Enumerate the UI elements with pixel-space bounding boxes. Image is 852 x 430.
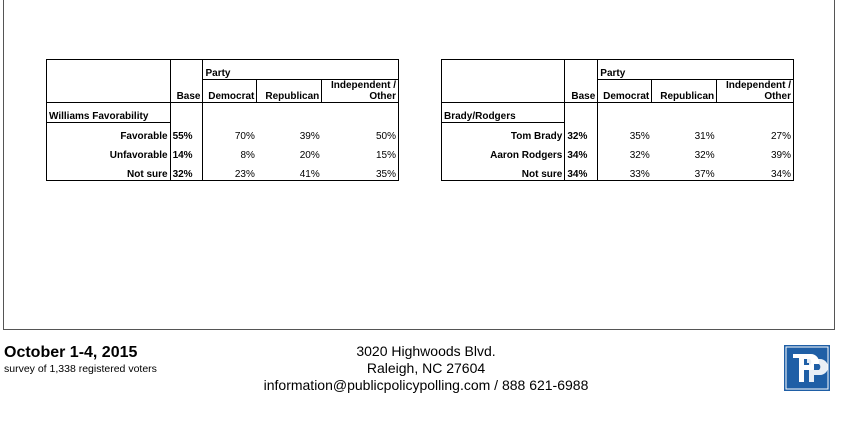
crosstab-table-williams [46, 59, 399, 181]
section-title: Williams Favorability [47, 103, 171, 123]
survey-description: survey of 1,338 registered voters [4, 363, 157, 375]
row-label: Not sure [442, 161, 565, 181]
empty-base-top [565, 60, 598, 80]
cell-republican: 31% [694, 131, 715, 142]
ppp-logo-icon [784, 345, 830, 391]
cell-democrat: 23% [203, 161, 257, 181]
survey-date: October 1-4, 2015 [4, 344, 138, 361]
cell-republican: 32% [694, 150, 715, 161]
party-group-label: Party [203, 60, 399, 80]
row-base: 55% [170, 123, 203, 143]
col-header-democrat: Democrat [203, 80, 257, 103]
cell-independent: 35% [322, 161, 399, 181]
table-row [47, 123, 399, 143]
cell-democrat: 33% [598, 161, 652, 181]
cell-independent: 15% [322, 142, 399, 161]
base-header: Base [565, 80, 598, 103]
table-row [442, 161, 794, 181]
cell-democrat: 35% [629, 131, 650, 142]
empty-header-cell [442, 60, 565, 103]
base-header: Base [170, 80, 203, 103]
col-header-republican: Republican [652, 80, 717, 103]
table-row [47, 142, 399, 161]
empty-cell [203, 103, 399, 123]
cell-democrat: 32% [629, 150, 650, 161]
cell-independent: 27% [717, 123, 794, 143]
contact-line: information@publicpolicypolling.com / 888 621-6988 [263, 377, 589, 393]
row-label: Aaron Rodgers [442, 142, 565, 161]
party-group-label: Party [598, 60, 794, 80]
empty-cell [170, 103, 203, 123]
cell-democrat: 70% [234, 131, 255, 142]
cell-independent: 34% [717, 161, 794, 181]
row-base: 32% [565, 123, 598, 143]
row-label: Not sure [47, 161, 171, 181]
cell-republican: 20% [299, 150, 320, 161]
table-row [442, 142, 794, 161]
row-label: Tom Brady [442, 123, 565, 143]
table-row [47, 161, 399, 181]
row-label: Favorable [47, 123, 171, 143]
section-title: Brady/Rodgers [442, 103, 565, 123]
cell-independent: 39% [717, 142, 794, 161]
cell-republican: 39% [299, 131, 320, 142]
row-base: 34% [565, 161, 598, 181]
row-base: 14% [170, 142, 203, 161]
row-label: Unfavorable [47, 142, 171, 161]
col-header-independent: Independent / Other [717, 80, 794, 103]
col-header-independent: Independent / Other [322, 80, 399, 103]
address-line-1: 3020 Highwoods Blvd. [356, 343, 496, 359]
footer-address [0, 343, 852, 394]
cell-democrat: 8% [240, 150, 255, 161]
table-row [442, 123, 794, 143]
col-header-democrat: Democrat [598, 80, 652, 103]
row-base: 32% [170, 161, 203, 181]
empty-cell [565, 103, 598, 123]
empty-cell [598, 103, 794, 123]
cell-independent: 50% [322, 123, 399, 143]
address-line-2: Raleigh, NC 27604 [366, 360, 486, 376]
row-base: 34% [565, 142, 598, 161]
empty-base-top [170, 60, 203, 80]
cell-republican: 41% [257, 161, 322, 181]
crosstab-table-brady-rodgers [441, 59, 794, 181]
cell-republican: 37% [652, 161, 717, 181]
col-header-republican: Republican [257, 80, 322, 103]
empty-header-cell [47, 60, 171, 103]
